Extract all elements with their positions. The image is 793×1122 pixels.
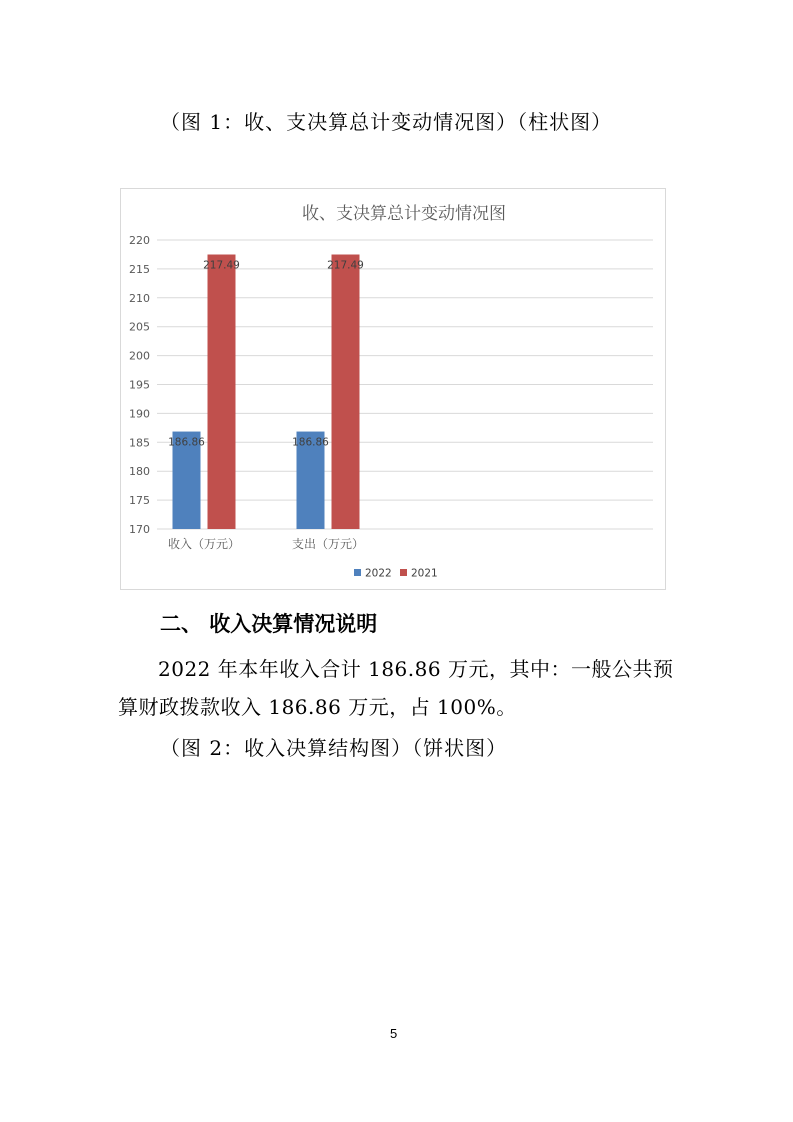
- y-tick-label: 215: [129, 262, 150, 276]
- category-label: 支出（万元）: [291, 537, 365, 551]
- category-labels: [168, 536, 364, 551]
- legend-label-2022: 2022: [365, 567, 392, 580]
- y-tick-label: 195: [129, 378, 150, 392]
- y-tick-label: 210: [129, 291, 150, 305]
- bar-2021: [332, 255, 360, 529]
- data-label: 186.86: [168, 436, 205, 449]
- y-tick-label: 180: [129, 465, 150, 479]
- category-label: 收入（万元）: [167, 537, 241, 551]
- y-tick-label: 200: [129, 349, 150, 363]
- legend: [354, 568, 438, 580]
- bar-chart: [120, 188, 666, 590]
- y-tick-label: 220: [129, 234, 150, 247]
- chart-title: 收、支决算总计变动情况图: [302, 204, 506, 224]
- figure-2-caption: （图 2：收入决算结构图）（饼状图）: [160, 736, 508, 760]
- y-axis-ticks: [129, 234, 150, 536]
- y-tick-label: 190: [129, 407, 150, 421]
- bars: [173, 255, 360, 529]
- bar-chart-svg: [121, 189, 667, 591]
- paragraph-text: 2022 年本年收入合计 186.86 万元，其中：一般公共预算财政拨款收入 186.86 万元，占 100%。: [118, 657, 674, 719]
- y-tick-label: 170: [129, 523, 150, 536]
- y-tick-label: 185: [129, 436, 150, 450]
- section-heading: 二、 收入决算情况说明: [160, 612, 378, 636]
- y-tick-label: 175: [129, 494, 150, 508]
- data-label: 217.49: [327, 259, 364, 272]
- page-number: 5: [390, 1026, 398, 1041]
- data-label: 186.86: [292, 436, 329, 449]
- bar-2021: [208, 255, 236, 529]
- figure-1-caption: （图 1：收、支决算总计变动情况图）（柱状图）: [160, 110, 613, 134]
- legend-swatch-2021: [400, 569, 407, 576]
- paragraph: [118, 650, 678, 726]
- y-tick-label: 205: [129, 320, 150, 334]
- legend-swatch-2022: [354, 569, 361, 576]
- legend-label-2021: 2021: [411, 567, 438, 580]
- data-label: 217.49: [203, 259, 240, 272]
